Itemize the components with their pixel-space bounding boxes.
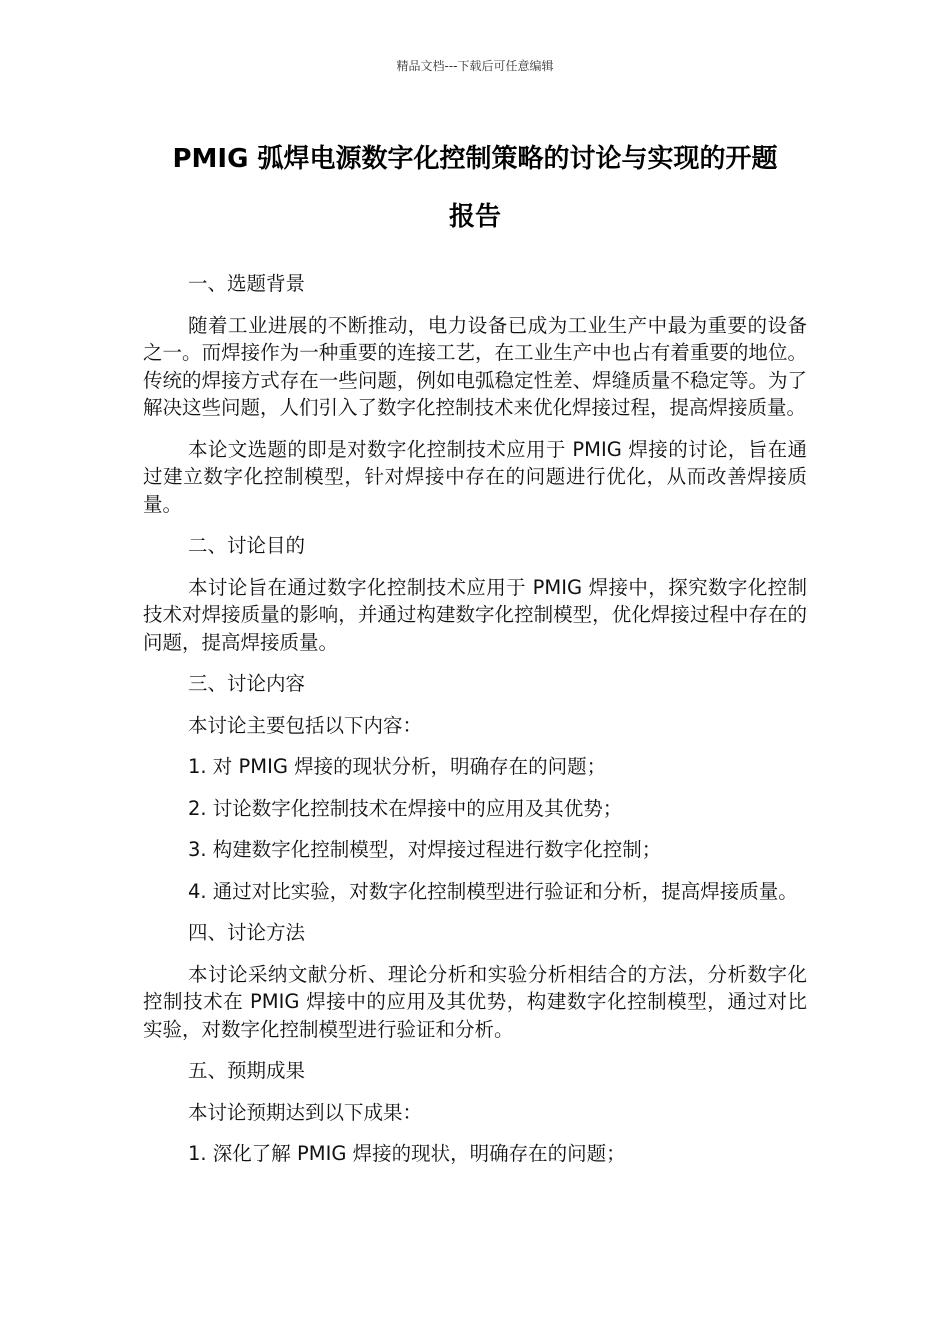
document-title — [100, 130, 850, 246]
title-line-1: PMIG 弧焊电源数字化控制策略的讨论与实现的开题 — [172, 144, 778, 174]
header-note: 精品文档---下载后可任意编辑 — [396, 59, 554, 73]
list-item-content-1: 1. 对 PMIG 焊接的现状分析，明确存在的问题； — [188, 755, 607, 778]
section-heading-purpose: 二、讨论目的 — [188, 534, 306, 557]
paragraph-method: 本讨论采纳文献分析、理论分析和实验分析相结合的方法，分析数字化控制技术在 PMIG 焊接中的应用及其优势，构建数字化控制模型，通过对比实验，对数字化控制模型进行验证和分析。 — [143, 962, 807, 1041]
title-line-2: 报告 — [448, 202, 501, 232]
list-item-content-4: 4. 通过对比实验，对数字化控制模型进行验证和分析，提高焊接质量。 — [188, 879, 798, 903]
list-item-content-3: 3. 构建数字化控制模型，对焊接过程进行数字化控制； — [188, 838, 662, 861]
paragraph-background-1: 随着工业进展的不断推动，电力设备已成为工业生产中最为重要的设备之一。而焊接作为一种重要的连接工艺，在工业生产中也占有着重要的地位。传统的焊接方式存在一些问题，例如电弧稳定性差、焊缝质量不稳定等。为了解决这些问题，人们引入了数字化控制技术来优化焊接过程，提高焊接质量。 — [143, 313, 807, 419]
paragraph-content-intro: 本讨论主要包括以下内容： — [188, 713, 423, 737]
document-body — [143, 270, 807, 1182]
paragraph-results-intro: 本讨论预期达到以下成果： — [188, 1100, 423, 1124]
paragraph-background-2: 本论文选题的即是对数字化控制技术应用于 PMIG 焊接的讨论，旨在通过建立数字化控制模型，针对焊接中存在的问题进行优化，从而改善焊接质量。 — [143, 437, 807, 516]
list-item-content-2: 2. 讨论数字化控制技术在焊接中的应用及其优势； — [188, 796, 623, 820]
section-heading-background: 一、选题背景 — [188, 272, 306, 295]
paragraph-purpose: 本讨论旨在通过数字化控制技术应用于 PMIG 焊接中，探究数字化控制技术对焊接质量的影响，并通过构建数字化控制模型，优化焊接过程中存在的问题，提高焊接质量。 — [143, 575, 807, 654]
section-heading-method: 四、讨论方法 — [188, 921, 306, 944]
section-heading-content: 三、讨论内容 — [188, 672, 306, 695]
section-heading-results: 五、预期成果 — [188, 1059, 306, 1082]
list-item-results-1: 1. 深化了解 PMIG 焊接的现状，明确存在的问题； — [188, 1142, 626, 1165]
